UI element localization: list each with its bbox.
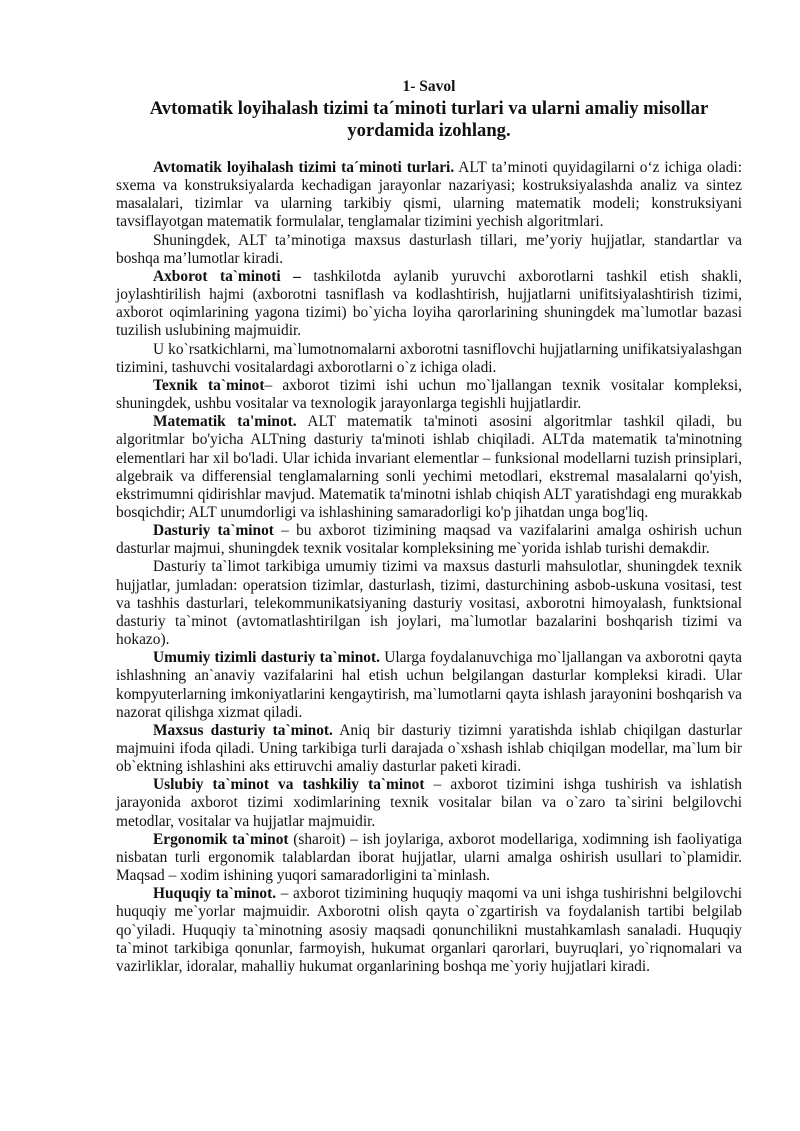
- paragraph-text: Ularga foydalanuvchiga mo`ljallangan va axborotni qayta ishlashning an`anaviy vazifalarini hal etish uchun belgilangan dasturlar kompleksi kiradi. Ular kompyuterlarning imkoniyatlarini kengaytirish, ma`lumotlarni qayta ishlash jarayonini boshqarish va nazorat qilishga xizmat qiladi.: [116, 649, 742, 721]
- paragraph-text: U ko`rsatkichlarni, ma`lumotnomalarni axborotni tasniflovchi hujjatlarning unifikatsiyalashgan tizimini, tashuvchi vositalardagi axborotlarni o`z ichiga oladi.: [116, 340, 742, 376]
- paragraph-legal-supply: [116, 885, 742, 976]
- paragraph-text: – axborot tizimi ishi uchun mo`ljallangan texnik vositalar kompleksi, shuningdek, ushbu vositalar va texnologik jarayonlarga tegishli hujjatlardir.: [116, 376, 742, 413]
- paragraph-heading: Texnik ta`minot: [153, 376, 265, 394]
- paragraph-text: tashkilotda aylanib yuruvchi axborotlarni tashkil etish shakli, joylashtirilish hajmi (axborotni tasniflash va kodlashtirish, hujjatlarni unifitsiyalashtirish tizimi, axborot oqimlarining yagona tizimi) bo`yicha loyiha qarorlarining shuningdek ma`lumotlar bazasi tuzilish uslubining majmuidir.: [116, 267, 742, 340]
- document-body: [116, 159, 742, 976]
- paragraph-information-supply: [116, 268, 742, 341]
- question-number: 1- Savol: [402, 78, 456, 95]
- paragraph-heading: Huquqiy ta`minot.: [153, 885, 277, 903]
- paragraph-supply-types: [116, 159, 742, 232]
- paragraph-mathematical-supply: [116, 413, 742, 522]
- paragraph-text: ALT ta’minoti quyidagilarni o‘z ichiga oladi: sxema va konstruksiyalarda kechadigan jarayonlar nazariyasi; kostruksiyalashda analiz va sintez masalalari, tizimlar va ularning tarkibiy qismi, ularning matematik modeli; konstruksiyani tavsiflayotgan matematik formulalar, tenglamalar tizimini yechish algoritmlari.: [116, 159, 742, 231]
- document-page: [116, 78, 742, 976]
- paragraph-heading: Maxsus dasturiy ta`minot.: [153, 721, 333, 739]
- paragraph-software-supply: [116, 522, 742, 558]
- paragraph-text: – axborot tizimining huquqiy maqomi va uni ishga tushirishni belgilovchi huquqiy me`yorlar majmuidir. Axborotni olish qayta o`zgartirish va foydalanish tartibi belgilab qo`yiladi. Huquqiy ta`minotning asosiy maqsadi qonunchilikni mustahkamlash sanaladi. Huquqiy ta`minot tarkibiga qonunlar, farmoyish, hukumat organlari qarorlari, buyruqlari, yo`riqnomalari va vazirliklar, idoralar, mahalliy hukumat organlarining boshqa me`yoriy hujjatlari kiradi.: [116, 885, 742, 975]
- paragraph-heading: Umumiy tizimli dasturiy ta`minot.: [153, 649, 380, 667]
- paragraph-heading: Avtomatik loyihalash tizimi ta´minoti turlari.: [153, 159, 455, 176]
- paragraph-methodical-supply: [116, 776, 742, 830]
- paragraph-alt-supply-extra: [116, 232, 742, 268]
- paragraph-technical-supply: [116, 377, 742, 413]
- paragraph-text: – bu axborot tizimining maqsad va vazifalarini amalga oshirish uchun dasturlar majmui, shuningdek texnik vositalar kompleksining me`yorida ishlab turishi demakdir.: [116, 522, 742, 558]
- paragraph-heading: Dasturiy ta`minot: [153, 522, 274, 540]
- paragraph-heading: Matematik ta'minot.: [153, 413, 297, 431]
- paragraph-text: ALT matematik ta'minoti asosini algoritmlar tashkil qiladi, bu algoritmlar bo'yicha ALTning dasturiy ta'minoti ishlab chiqiladi. ALTda matematik ta'minotning elementlari har xil bo'ladi. Ular ichida invariant elementlar – funksional modellarni tuzish prinsiplari, algebraik va differensial tenglamalarning sonli yechimi metodlari, ekstremal masalalarni qo'yish, ekstrimumni qidirishlar mavjud. Matematik ta'minotni ishlab chiqish ALT yaratishdagi eng murakkab bosqichdir; ALT unumdorligi va ishlashining samaradorligi ko'p jihatdan unga bog'liq.: [116, 413, 742, 521]
- paragraph-text: (sharoit) – ish joylariga, axborot modellariga, xodimning ish faoliyatiga nisbatan turli ergonomik talablardan iborat hujjatlar, ularni amalga oshirish usullari to`plamidir. Maqsad – xodim ishining yuqori samaradorligini ta`minlash.: [116, 830, 742, 885]
- paragraph-heading: Uslubiy ta`minot va tashkiliy ta`minot: [153, 776, 425, 794]
- document-title: Avtomatik loyihalash tizimi ta´minoti turlari va ularni amaliy misollar yordamida izohlang.: [149, 98, 709, 141]
- paragraph-special-software: [116, 722, 742, 776]
- paragraph-text: Shuningdek, ALT ta’minotiga maxsus dasturlash tillari, me’yoriy hujjatlar, standartlar va boshqa ma’lumotlar kiradi.: [116, 231, 742, 267]
- paragraph-heading: Axborot ta`minoti –: [153, 267, 301, 285]
- paragraph-ergonomic-supply: [116, 831, 742, 885]
- paragraph-heading: Ergonomik ta`minot: [153, 830, 289, 848]
- paragraph-text: – axborot tizimini ishga tushirish va ishlatish jarayonida axborot tizimi xodimlarining texnik vositalar bilan va o`zaro ta`sirini belgilovchi metodlar, vositalar va hujjatlar majmuidir.: [116, 776, 742, 830]
- paragraph-text: Aniq bir dasturiy tizimni yaratishda ishlab chiqilgan dasturlar majmuini ifoda qiladi. Uning tarkibiga turli darajada o`xshash ishlab chiqilgan modellar, ma`lum bir ob`ektning ishlashini aks ettiruvchi amaliy dasturlar paketi kiradi.: [116, 721, 743, 776]
- paragraph-information-contents: [116, 341, 742, 377]
- paragraph-system-software: [116, 649, 742, 722]
- paragraph-software-contents: [116, 558, 742, 649]
- paragraph-text: Dasturiy ta`limot tarkibiga umumiy tizimi va maxsus dasturli mahsulotlar, shuningdek texnik hujjatlar, jumladan: operatsion tizimlar, dasturlash, tizimi, dasturchining asbob-uskuna vositasi, test va tashhis dasturlari, telekommunikatsiyaning dasturiy vositasi, axborotni himoyalash, funktsional dasturiy ta`minot (avtomatlashtirilgan ish joylari, ma`lumotlar bazalarini boshqarish tizimi va hokazo).: [116, 558, 742, 649]
